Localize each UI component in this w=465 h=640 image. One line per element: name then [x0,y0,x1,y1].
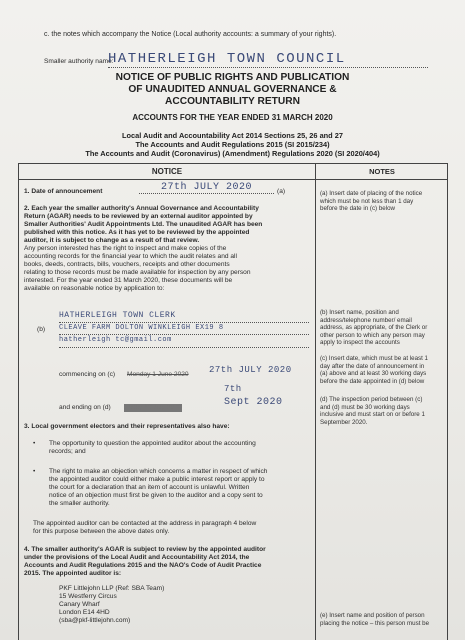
note-line: (b) Insert name, position and [320,309,399,316]
bullet-icon: • [33,440,36,447]
item2-para-line: accounting records for the financial year to which the audit relates and all [24,253,237,261]
note-e [320,612,447,627]
ref-b: (b) [37,326,46,333]
bullet2-line: the court for a declaration that an item of account is unlawful. Written [49,484,250,492]
note-line: before the date in (c) below [320,205,395,213]
item2-intro-line: Return (AGAR) needs to be reviewed by an external auditor appointed by [24,213,253,221]
bullet1-line: records; and [49,448,86,456]
auditor-address [59,585,279,625]
bullet2-line: notice of an objection must first be given to the auditor and a copy sent to [49,492,263,500]
auditor-contact-paragraph [33,520,313,536]
heading-line: ACCOUNTABILITY RETURN [165,96,300,107]
item4-line: under the provisions of the Local Audit and Accountability Act 2014, the [24,554,250,562]
commencing-label: commencing on (c) [59,371,116,378]
notes-accompany-item: c. the notes which accompany the Notice (Local authority accounts: a summary of your rights). [44,31,337,38]
auditor-email: (sba@pkf-littlejohn.com) [59,617,131,625]
note-line: (c) Insert date, which must be at least 1 [320,355,428,362]
item2-paragraph [24,245,312,294]
smaller-authority-label: Smaller authority name: [44,58,114,65]
item4-line: Accounts and Audit Regulations 2015 and the NAO's Code of Audit Practice [24,562,262,570]
heading-line: NOTICE OF PUBLIC RIGHTS AND PUBLICATION [115,72,350,83]
legislation-line: Local Audit and Accountability Act 2014 Sections 25, 26 and 27 [122,131,343,140]
clerk-contact-line: hatherleigh tc@gmail.com [59,335,309,348]
item3-bullet2 [49,468,311,508]
legislation-line: The Accounts and Audit (Coronavirus) (Amendment) Regulations 2020 (SI 2020/404) [85,149,380,158]
note-line: (d) The inspection period between (c) [320,396,423,403]
item2-para-line: available on reasonable notice by application to: [24,285,165,293]
clerk-contact-line: CLEAVE FARM DOLTON WINKLEIGH EX19 8 [59,323,309,336]
address-line: PKF Littlejohn LLP (Ref: SBA Team) [59,585,165,592]
note-line: address/telephone number/ email [320,316,412,324]
commencing-date-handwritten: 27th JULY 2020 [209,365,292,375]
item4-line: 2015. The appointed auditor is: [24,570,122,578]
accounts-year-title: ACCOUNTS FOR THE YEAR ENDED 31 MARCH 2020 [132,113,333,122]
bullet2-line: the smaller authority. [49,500,110,508]
clerk-contact-line: HATHERLEIGH TOWN CLERK [59,310,309,323]
ending-struck-date: Friday 10 July 2020 [124,404,182,411]
note-line: address, as appropriate, of the Clerk or [320,324,428,332]
note-c [320,355,447,385]
date-of-announcement-label: 1. Date of announcement [24,188,103,195]
address-line: Canary Wharf [59,601,100,609]
header-divider [19,179,447,180]
date-of-announcement-value: 27th JULY 2020 [139,182,274,194]
contact-line: for this purpose between the above dates only. [33,528,170,536]
note-line: (e) Insert name and position of person [320,612,425,619]
item2-intro [24,205,310,245]
commencing-struck-date: Monday 1 June 2020 [127,371,189,378]
item3-title: 3. Local government electors and their representatives also have: [24,423,230,430]
note-line: which must be not less than 1 day [320,197,414,205]
bullet2-line: The right to make an objection which concerns a matter in respect of which [49,468,268,475]
note-line: (a) above and at least 30 working days [320,370,427,378]
item2-para-line: interested. For the year ended 31 March 2020, these documents will be [24,277,233,285]
item2-intro-line: auditor, it is subject to change as a result of that review. [24,237,200,245]
notes-column-header: NOTES [369,167,395,176]
note-line: placing the notice – this person must be [320,619,430,627]
legislation-line: The Accounts and Audit Regulations 2015 (SI 2015/234) [135,140,330,149]
contact-line: The appointed auditor can be contacted at the address in paragraph 4 below [33,520,257,527]
notice-heading [60,72,405,108]
ending-day-handwritten: 7th [224,384,242,394]
note-line: apply to inspect the accounts [320,339,400,347]
ending-date-handwritten: Sept 2020 [224,397,283,408]
bullet2-line: the appointed auditor could either make a public interest report or apply to [49,476,265,484]
item2-para-line: Any person interested has the right to inspect and make copies of the [24,245,227,252]
item2-intro-line: Smaller Authorities' Audit Appointments Ltd. The unaudited AGAR has been [24,221,263,229]
note-line: September 2020. [320,418,368,426]
note-line: other person to which any person may [320,331,425,339]
note-b [320,309,447,347]
authority-name-handwritten: HATHERLEIGH TOWN COUNCIL [108,51,428,68]
note-line: before the date appointed in (d) below [320,377,425,385]
note-a [320,190,447,213]
item3-bullet1 [49,440,311,456]
clerk-contact-handwritten [59,310,309,348]
note-line: inclusive and must start on or before 1 [320,411,425,419]
heading-line: OF UNAUDITED ANNUAL GOVERNANCE & [128,84,337,95]
address-line: 15 Westferry Circus [59,593,117,601]
note-line: (a) Insert date of placing of the notice [320,190,423,197]
item2-para-line: books, deeds, contracts, bills, vouchers, receipts and other documents [24,261,230,269]
legislation-block [20,131,445,158]
bullet-icon: • [33,468,36,475]
ref-a: (a) [277,188,286,195]
note-d [320,396,447,426]
address-line: London E14 4HD [59,609,110,617]
ending-label: and ending on (d) [59,404,111,411]
item4-line: 4. The smaller authority's AGAR is subject to review by the appointed auditor [24,546,266,553]
bullet1-line: The opportunity to question the appointed auditor about the accounting [49,440,256,447]
item4-paragraph [24,546,312,578]
notice-table [18,163,448,640]
note-line: and (d) must be 30 working days [320,403,410,411]
note-line: day after the date of announcement in [320,362,425,370]
item2-intro-line: published with this notice. As it has yet to be reviewed by the appointed [24,229,250,237]
item2-intro-line: 2. Each year the smaller authority's Annual Governance and Accountability [24,205,259,212]
notice-column-header: NOTICE [151,167,183,176]
item2-para-line: relating to those records must be made available for inspection by any person [24,269,251,277]
column-divider [315,164,316,640]
